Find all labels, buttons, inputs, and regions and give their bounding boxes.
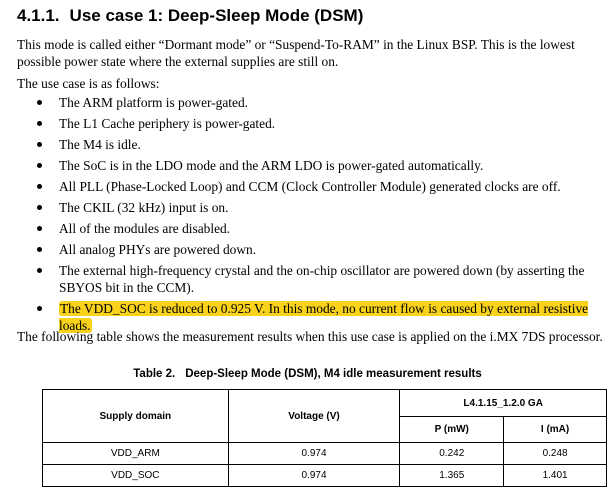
cell-power: 1.365 — [400, 465, 504, 487]
bullet-icon — [37, 121, 42, 126]
header-voltage: Voltage (V) — [228, 390, 400, 443]
cell-domain: VDD_ARM — [43, 443, 229, 465]
table-caption — [0, 368, 615, 380]
bullet-icon — [37, 306, 42, 311]
intro-paragraph: This mode is called either “Dormant mode” or “Suspend-To-RAM” in the Linux BSP. This is the lowest possible power state where the external supplies are still on. — [17, 37, 575, 69]
bullet-icon — [37, 205, 42, 210]
table-intro-paragraph: The following table shows the measurement results when this use case is applied on the i.MX 7DS processor. — [17, 329, 603, 344]
list-item: The CKIL (32 kHz) input is on. — [17, 199, 609, 216]
list-item: The external high-frequency crystal and the on-chip oscillator are powered down (by asserting the SBYOS bit in the CCM). — [17, 262, 609, 296]
header-supply-domain: Supply domain — [43, 390, 229, 443]
bullet-icon — [37, 268, 42, 273]
header-power: P (mW) — [400, 417, 504, 443]
section-number: 4.1.1. — [17, 6, 60, 25]
cell-voltage: 0.974 — [228, 443, 400, 465]
list-item: The L1 Cache periphery is power-gated. — [17, 115, 609, 132]
list-item: The M4 is idle. — [17, 136, 609, 153]
use-case-list — [17, 94, 609, 338]
list-item: The ARM platform is power-gated. — [17, 94, 609, 111]
highlighted-text: The VDD_SOC is reduced to 0.925 V. In this mode, no current flow is caused by external resistive loads. — [59, 301, 589, 333]
header-group: L4.1.15_1.2.0 GA — [400, 390, 607, 417]
list-item: The SoC is in the LDO mode and the ARM LDO is power-gated automatically. — [17, 157, 609, 174]
list-item: All PLL (Phase-Locked Loop) and CCM (Clock Controller Module) generated clocks are off. — [17, 178, 609, 195]
cell-power: 0.242 — [400, 443, 504, 465]
list-item: All analog PHYs are powered down. — [17, 241, 609, 258]
header-current: I (mA) — [504, 417, 607, 443]
measurement-table — [42, 389, 607, 487]
list-item: All of the modules are disabled. — [17, 220, 609, 237]
section-title: Use case 1: Deep-Sleep Mode (DSM) — [69, 6, 364, 25]
cell-domain: VDD_SOC — [43, 465, 229, 487]
bullet-icon — [37, 247, 42, 252]
bullet-icon — [37, 163, 42, 168]
bullet-icon — [37, 226, 42, 231]
section-heading — [17, 6, 363, 26]
use-case-intro: The use case is as follows: — [17, 76, 160, 91]
table-caption-title: Deep-Sleep Mode (DSM), M4 idle measurement results — [185, 368, 482, 380]
table-caption-label: Table 2. — [133, 368, 176, 380]
bullet-icon — [37, 184, 42, 189]
bullet-icon — [37, 100, 42, 105]
table-row — [43, 465, 607, 487]
table-row — [43, 443, 607, 465]
cell-current: 0.248 — [504, 443, 607, 465]
bullet-icon — [37, 142, 42, 147]
cell-voltage: 0.974 — [228, 465, 400, 487]
cell-current: 1.401 — [504, 465, 607, 487]
